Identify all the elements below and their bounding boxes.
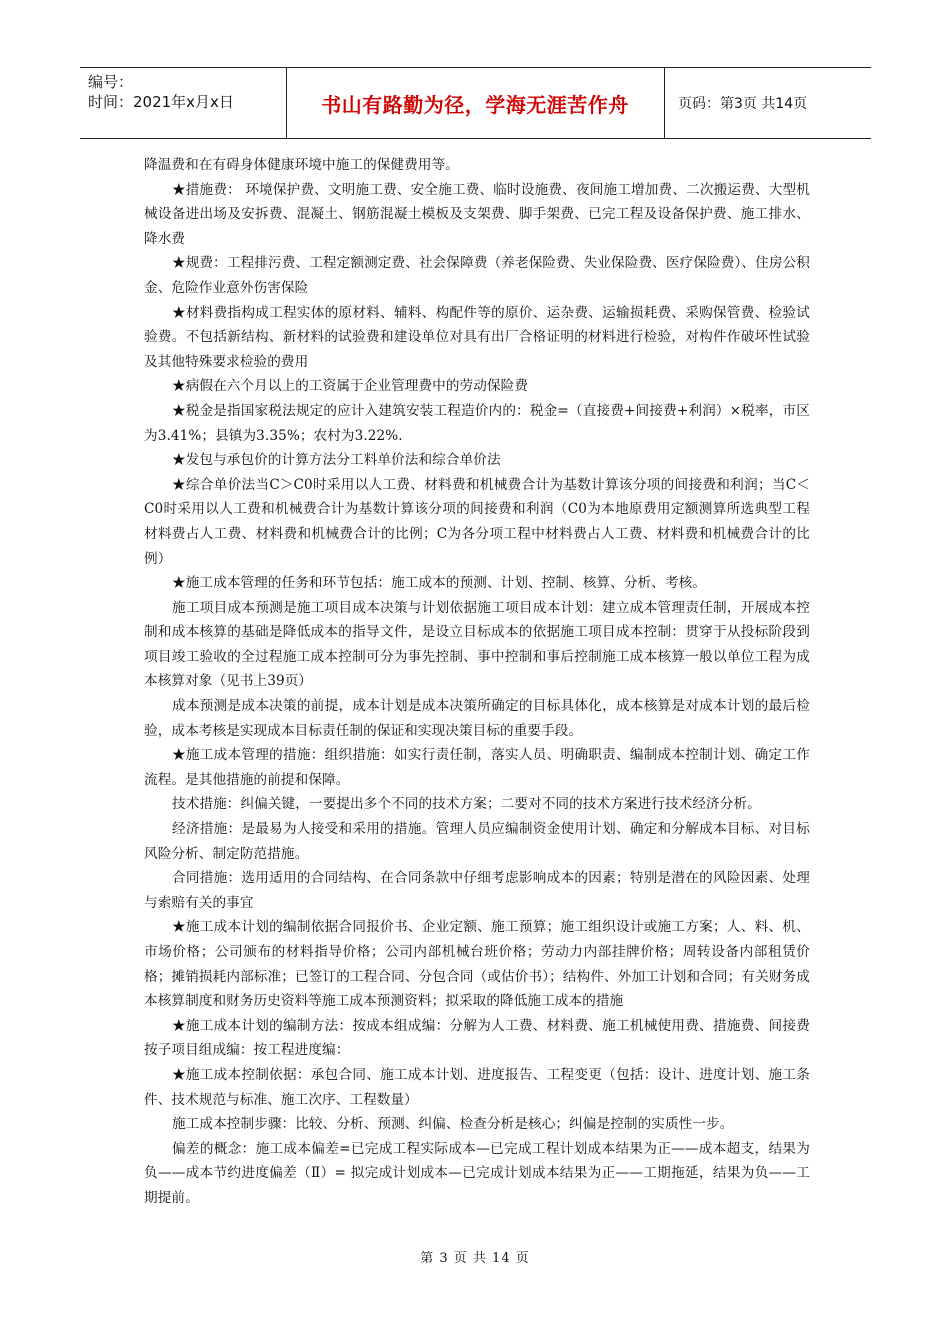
paragraph: ★发包与承包价的计算方法分工料单价法和综合单价法	[172, 452, 501, 469]
paragraph: ★税金是指国家税法规定的应计入建筑安装工程造价内的：税金=（直接费+间接费+利润）×税率，市区为3.41%；县镇为3.35%；农村为3.22%.	[144, 402, 810, 444]
paragraph: ★施工成本管理的任务和环节包括：施工成本的预测、计划、控制、核算、分析、考核。	[172, 575, 707, 592]
paragraph: 降温费和在有碍身体健康环境中施工的保健费用等。	[144, 157, 459, 173]
header-motto: 书山有路勤为径，学海无涯苦作舟	[321, 92, 629, 117]
paragraph: ★施工成本计划的编制方法：按成本组成编：分解为人工费、材料费、施工机械使用费、措施费、间接费按子项目组成编：按工程进度编：	[144, 1017, 810, 1059]
paragraph: ★综合单价法当C＞C0时采用以人工费、材料费和机械费合计为基数计算该分项的间接费和利润；当C＜C0时采用以人工费和机械费合计为基数计算该分项的间接费和利润（C0为本地原费用定额测算所选典型工程材料费占人工费、材料费和机械费合计的比例；C为各分项工程中材料费占人工费、材料费和机械费合计的比例）	[144, 476, 810, 567]
paragraph: ★规费：工程排污费、工程定额测定费、社会保障费（养老保险费、失业保险费、医疗保险费）、住房公积金、危险作业意外伤害保险	[144, 255, 810, 296]
paragraph: ★施工成本计划的编制依据合同报价书、企业定额、施工预算；施工组织设计或施工方案；人、料、机、市场价格；公司颁布的材料指导价格；公司内部机械台班价格；劳动力内部挂牌价格；周转设备内部租赁价格；摊销损耗内部标准；已签订的工程合同、分包合同（或估价书）；结构件、外加工计划和合同；有关财务成本核算制度和财务历史资料等施工成本预测资料；拟采取的降低施工成本的措施	[144, 919, 810, 1010]
header-page-number: 页码：第3页 共14页	[678, 96, 808, 112]
header-meta	[88, 72, 288, 112]
page-header	[80, 67, 871, 139]
paragraph: ★病假在六个月以上的工资属于企业管理费中的劳动保险费	[172, 378, 529, 395]
paragraph: ★措施费： 环境保护费、文明施工费、安全施工费、临时设施费、夜间施工增加费、二次搬运费、大型机械设备进出场及安拆费、混凝土、钢筋混凝土模板及支架费、脚手架费、已完工程及设备保护费、施工排水、降水费	[144, 181, 810, 247]
paragraph: 合同措施：选用适用的合同结构、在合同条款中仔细考虑影响成本的因素；特别是潜在的风险因素、处理与索赔有关的事宜	[144, 870, 810, 911]
document-body	[144, 153, 810, 1211]
paragraph: 施工项目成本预测是施工项目成本决策与计划依据施工项目成本计划：建立成本管理责任制，开展成本控制和成本核算的基础是降低成本的指导文件，是设立目标成本的依据施工项目成本控制：贯穿于从投标阶段到项目竣工验收的全过程施工成本控制可分为事先控制、事中控制和事后控制施工成本核算一般以单位工程为成本核算对象（见书上39页）	[144, 599, 810, 690]
document-time-label: 时间：2021年x月x日	[88, 93, 234, 111]
paragraph: 成本预测是成本决策的前提，成本计划是成本决策所确定的目标具体化，成本核算是对成本计划的最后检验，成本考核是实现成本目标责任制的保证和实现决策目标的重要手段。	[144, 698, 810, 739]
page-footer: 第 3 页 共 14 页	[420, 1251, 530, 1266]
paragraph: 施工成本控制步骤：比较、分析、预测、纠偏、检查分析是核心；纠偏是控制的实质性一步。	[172, 1116, 734, 1133]
document-number-label: 编号：	[88, 73, 134, 91]
paragraph: ★施工成本管理的措施：组织措施：如实行责任制，落实人员、明确职责、编制成本控制计划、确定工作流程。是其他措施的前提和保障。	[144, 747, 810, 788]
paragraph: 经济措施：是最易为人接受和采用的措施。管理人员应编制资金使用计划、确定和分解成本目标、对目标风险分析、制定防范措施。	[144, 821, 810, 862]
paragraph: ★施工成本控制依据：承包合同、施工成本计划、进度报告、工程变更（包括：设计、进度计划、施工条件、技术规范与标准、施工次序、工程数量）	[144, 1066, 810, 1108]
paragraph: 偏差的概念：施工成本偏差=已完成工程实际成本—已完成工程计划成本结果为正——成本超支，结果为负——成本节约进度偏差（Ⅱ）= 拟完成计划成本—已完成计划成本结果为正——工期拖延，结果为负——工期提前。	[144, 1140, 810, 1206]
paragraph: 技术措施：纠偏关键，一要提出多个不同的技术方案；二要对不同的技术方案进行技术经济分析。	[172, 796, 761, 813]
paragraph: ★材料费指构成工程实体的原材料、辅料、构配件等的原价、运杂费、运输损耗费、采购保管费、检验试验费。不包括新结构、新材料的试验费和建设单位对具有出厂合格证明的材料进行检验，对构件作破坏性试验及其他特殊要求检验的费用	[144, 304, 810, 370]
